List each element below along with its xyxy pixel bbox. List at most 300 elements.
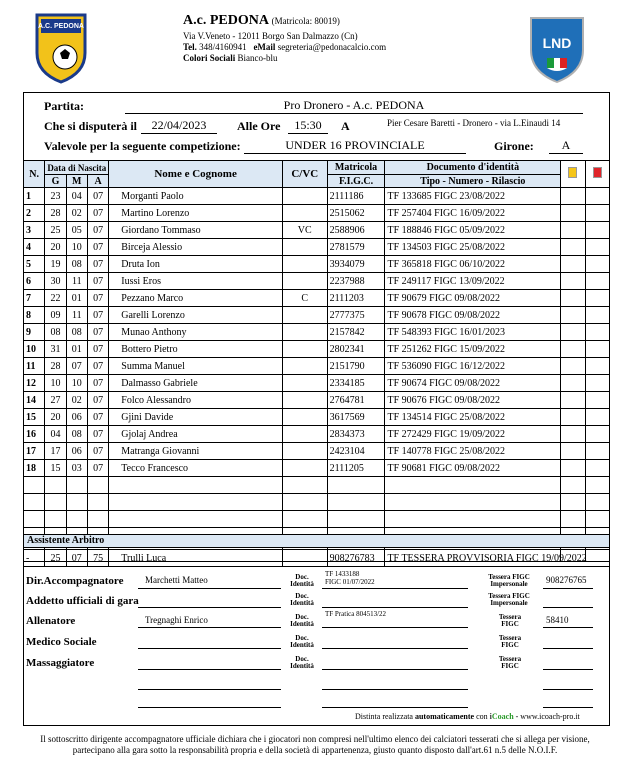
blank-line-2c (543, 706, 593, 708)
assistant-g: 25 (45, 550, 66, 567)
player-number: 18 (24, 460, 45, 477)
addetto-tess-label: Tessera FIGC Impersonale (488, 592, 530, 607)
allenatore-tess: 58410 (546, 615, 569, 625)
partita-value: Pro Dronero - A.c. PEDONA (125, 98, 583, 114)
birth-month: 06 (66, 443, 87, 460)
birth-year: 07 (87, 426, 108, 443)
player-cvc: VC (282, 222, 327, 239)
player-row (24, 341, 610, 358)
birth-day: 28 (45, 358, 66, 375)
player-name: Gjolaj Andrea (109, 426, 283, 443)
player-cvc (282, 307, 327, 324)
date-value: 22/04/2023 (141, 118, 217, 134)
birth-day: 25 (45, 222, 66, 239)
player-name: Pezzano Marco (109, 290, 283, 307)
player-document (385, 477, 561, 494)
birth-year: 07 (87, 358, 108, 375)
player-number (24, 477, 45, 494)
birth-month: 10 (66, 375, 87, 392)
player-matricola (327, 511, 385, 528)
player-row (24, 375, 610, 392)
birth-month: 11 (66, 273, 87, 290)
player-number: 3 (24, 222, 45, 239)
assistant-a: 75 (87, 550, 108, 567)
player-number: 9 (24, 324, 45, 341)
yellow-card-cell (561, 426, 585, 443)
player-name (109, 494, 283, 511)
birth-month: 01 (66, 290, 87, 307)
player-row (24, 426, 610, 443)
player-row (24, 188, 610, 205)
player-number: 8 (24, 307, 45, 324)
birth-year: 07 (87, 256, 108, 273)
birth-day: 20 (45, 409, 66, 426)
red-card-cell (585, 460, 609, 477)
red-card-cell (585, 307, 609, 324)
birth-day: 17 (45, 443, 66, 460)
dir-tess: 908276765 (546, 575, 587, 585)
col-birth: Data di Nascita (45, 161, 109, 175)
red-card-cell (585, 511, 609, 528)
player-matricola: 2237988 (327, 273, 385, 290)
assistant-table (23, 549, 610, 567)
yellow-card-cell (561, 392, 585, 409)
yellow-card-cell (561, 222, 585, 239)
birth-month: 02 (66, 205, 87, 222)
player-row (24, 273, 610, 290)
red-card-cell (585, 205, 609, 222)
birth-year: 07 (87, 273, 108, 290)
birth-month: 08 (66, 426, 87, 443)
medico-tess-line (543, 647, 593, 649)
birth-month: 01 (66, 341, 87, 358)
birth-month (66, 477, 87, 494)
player-matricola: 2588906 (327, 222, 385, 239)
yellow-card-cell (561, 239, 585, 256)
birth-year: 07 (87, 460, 108, 477)
player-document: TF 90676 FIGC 09/08/2022 (385, 392, 561, 409)
col-yellow-card (561, 161, 585, 188)
col-red-card (585, 161, 609, 188)
red-card-cell (585, 426, 609, 443)
player-row (24, 511, 610, 528)
col-name: Nome e Cognome (109, 161, 283, 188)
yellow-card-cell (561, 324, 585, 341)
birth-day: 27 (45, 392, 66, 409)
col-doc: Documento d'identità (385, 161, 561, 175)
player-row (24, 256, 610, 273)
yellow-card-cell (561, 256, 585, 273)
player-cvc (282, 256, 327, 273)
player-matricola: 2515062 (327, 205, 385, 222)
assistant-heading: Assistente Arbitro (23, 534, 610, 548)
allenatore-name-line (138, 626, 281, 628)
blank-line-1c (543, 688, 593, 690)
player-matricola: 2111203 (327, 290, 385, 307)
player-matricola: 2151790 (327, 358, 385, 375)
competition-value: UNDER 16 PROVINCIALE (244, 138, 466, 154)
addetto-label: Addetto ufficiali di gara (26, 595, 139, 607)
player-row (24, 460, 610, 477)
player-number: 17 (24, 443, 45, 460)
lnd-logo (527, 14, 587, 84)
allenatore-tess-line (543, 626, 593, 628)
birth-month: 04 (66, 188, 87, 205)
player-name: Druta Ion (109, 256, 283, 273)
allenatore-tess-label: Tessera FIGC (498, 613, 522, 628)
dir-tess-label: Tessera FIGC Impersonale (488, 573, 530, 588)
birth-month: 08 (66, 324, 87, 341)
birth-month (66, 494, 87, 511)
club-contacts: Tel. 348/4160941 eMail segreteria@pedonacalcio.com (183, 42, 387, 52)
player-document: TF 251262 FIGC 15/09/2022 (385, 341, 561, 358)
player-name (109, 477, 283, 494)
dir-name-line (138, 587, 281, 589)
player-row (24, 222, 610, 239)
svg-text:A.C. PEDONA: A.C. PEDONA (38, 23, 84, 30)
birth-day: 31 (45, 341, 66, 358)
player-document (385, 494, 561, 511)
yellow-card-cell (561, 460, 585, 477)
player-cvc (282, 358, 327, 375)
player-number: 7 (24, 290, 45, 307)
allenatore-label: Allenatore (26, 615, 76, 627)
red-card-cell (585, 409, 609, 426)
red-card-cell (585, 494, 609, 511)
col-cvc: C/VC (282, 161, 327, 188)
dir-doc-top: TF 1433188 (325, 570, 360, 578)
birth-year (87, 477, 108, 494)
birth-year: 07 (87, 392, 108, 409)
credit-line: Distinta realizzata automaticamente con iCoach - www.icoach-pro.it (355, 712, 580, 721)
player-row (24, 324, 610, 341)
player-cvc: C (282, 290, 327, 307)
birth-day: 09 (45, 307, 66, 324)
club-colors: Colori Sociali Bianco-blu (183, 53, 278, 63)
col-matricola: Matricola (327, 161, 385, 175)
player-document: TF 134514 FIGC 25/08/2022 (385, 409, 561, 426)
yellow-card-cell (561, 188, 585, 205)
dir-doc-bottom: FIGC 01/07/2022 (325, 578, 375, 586)
player-matricola (327, 477, 385, 494)
assistant-m: 07 (66, 550, 87, 567)
player-name: Martino Lorenzo (109, 205, 283, 222)
yellow-card-cell (561, 375, 585, 392)
blank-line-1a (138, 688, 281, 690)
birth-year: 07 (87, 205, 108, 222)
player-number: 1 (24, 188, 45, 205)
player-document: TF 272429 FIGC 19/09/2022 (385, 426, 561, 443)
player-name: Folco Alessandro (109, 392, 283, 409)
player-matricola: 2334185 (327, 375, 385, 392)
birth-year: 07 (87, 239, 108, 256)
col-doc-sub: Tipo - Numero - Rilascio (385, 175, 561, 188)
massaggiatore-doc-label: Doc. Identità (290, 655, 314, 670)
player-document: TF 90681 FIGC 09/08/2022 (385, 460, 561, 477)
red-card-cell (585, 239, 609, 256)
player-name: Matranga Giovanni (109, 443, 283, 460)
birth-day: 20 (45, 239, 66, 256)
birth-year: 07 (87, 324, 108, 341)
dir-name: Marchetti Matteo (145, 575, 208, 585)
player-row (24, 307, 610, 324)
allenatore-doc: TF Pratica 804513/22 (325, 610, 387, 618)
player-matricola: 2802341 (327, 341, 385, 358)
player-document: TF 90678 FIGC 09/08/2022 (385, 307, 561, 324)
player-name: Bottero Pietro (109, 341, 283, 358)
girone-value: A (549, 138, 583, 154)
birth-day: 23 (45, 188, 66, 205)
red-card-cell (585, 443, 609, 460)
birth-day (45, 511, 66, 528)
player-number (24, 511, 45, 528)
competition-label: Valevole per la seguente competizione: (44, 139, 241, 153)
yellow-card-cell (561, 273, 585, 290)
player-row (24, 477, 610, 494)
dir-label: Dir.Accompagnatore (26, 575, 124, 587)
player-document: TF 133685 FIGC 23/08/2022 (385, 188, 561, 205)
player-cvc (282, 477, 327, 494)
club-name: A.c. PEDONA (Matricola: 80019) (183, 13, 340, 28)
player-document: TF 257404 FIGC 16/09/2022 (385, 205, 561, 222)
player-cvc (282, 460, 327, 477)
player-name: Giordano Tommaso (109, 222, 283, 239)
date-label: Che si disputerà il (44, 119, 138, 133)
player-number: 11 (24, 358, 45, 375)
player-row (24, 205, 610, 222)
player-number: 6 (24, 273, 45, 290)
player-matricola (327, 494, 385, 511)
birth-month: 05 (66, 222, 87, 239)
massaggiatore-name-line (138, 668, 281, 670)
birth-day: 15 (45, 460, 66, 477)
venue-label: A (341, 119, 350, 133)
player-matricola: 2834373 (327, 426, 385, 443)
player-name (109, 511, 283, 528)
birth-day: 19 (45, 256, 66, 273)
player-cvc (282, 205, 327, 222)
birth-year: 07 (87, 222, 108, 239)
player-name: Morganti Paolo (109, 188, 283, 205)
footer-disclaimer: Il sottoscritto dirigente accompagnatore ufficiale dichiara che i giocatori non compresi nell'ultimo elenco dei calciatori tesserati che si allega per visione, partecipano alla gara sotto la responsabilità propria e della società di appartenenza, giusto quanto disposto dall'art.61 n.5 delle N.O.I.F. (40, 734, 590, 755)
player-document (385, 511, 561, 528)
player-document: TF 134503 FIGC 25/08/2022 (385, 239, 561, 256)
player-row (24, 392, 610, 409)
assistant-mat: 908276783 (327, 550, 385, 567)
player-cvc (282, 443, 327, 460)
player-name: Tecco Francesco (109, 460, 283, 477)
player-matricola: 2764781 (327, 392, 385, 409)
player-name: Birceja Alessio (109, 239, 283, 256)
yellow-card-cell (561, 494, 585, 511)
assistant-n: - (24, 550, 45, 567)
player-name: Garelli Lorenzo (109, 307, 283, 324)
player-matricola: 2777375 (327, 307, 385, 324)
player-name: Summa Manuel (109, 358, 283, 375)
player-number: 4 (24, 239, 45, 256)
birth-day: 04 (45, 426, 66, 443)
player-cvc (282, 375, 327, 392)
player-cvc (282, 188, 327, 205)
player-row (24, 358, 610, 375)
player-document: TF 365818 FIGC 06/10/2022 (385, 256, 561, 273)
player-matricola: 2157842 (327, 324, 385, 341)
player-row (24, 239, 610, 256)
player-number: 14 (24, 392, 45, 409)
yellow-card-cell (561, 409, 585, 426)
red-card-cell (585, 290, 609, 307)
dir-tess-line (543, 587, 593, 589)
player-document: TF 90674 FIGC 09/08/2022 (385, 375, 561, 392)
yellow-card-cell (561, 443, 585, 460)
time-label: Alle Ore (237, 119, 281, 133)
yellow-card-cell (561, 205, 585, 222)
birth-year: 07 (87, 341, 108, 358)
birth-year: 07 (87, 290, 108, 307)
player-number: 16 (24, 426, 45, 443)
player-document: TF 249117 FIGC 13/09/2022 (385, 273, 561, 290)
birth-year: 07 (87, 409, 108, 426)
partita-label: Partita: (44, 99, 84, 113)
yellow-card-cell (561, 341, 585, 358)
venue-value: Pier Cesare Baretti - Dronero - via L.Einaudi 14 (387, 118, 561, 128)
player-number: 10 (24, 341, 45, 358)
yellow-card-cell (561, 477, 585, 494)
girone-label: Girone: (494, 139, 534, 153)
assistant-row (24, 550, 610, 567)
birth-year: 07 (87, 188, 108, 205)
blank-line-2a (138, 706, 281, 708)
yellow-card-cell (561, 290, 585, 307)
player-name: Munao Anthony (109, 324, 283, 341)
player-name: Gjini Davide (109, 409, 283, 426)
player-document: TF 90679 FIGC 09/08/2022 (385, 290, 561, 307)
red-card-cell (585, 358, 609, 375)
player-row (24, 494, 610, 511)
birth-year: 07 (87, 307, 108, 324)
club-address: Via V.Veneto - 12011 Borgo San Dalmazzo (Cn) (183, 31, 358, 41)
assistant-name: Trulli Luca (109, 550, 283, 567)
addetto-tess-line (543, 606, 593, 608)
birth-day: 22 (45, 290, 66, 307)
allenatore-doc-label: Doc. Identità (290, 613, 314, 628)
red-card-cell (585, 256, 609, 273)
medico-label: Medico Sociale (26, 636, 97, 648)
addetto-doc-line (322, 606, 468, 608)
birth-month: 03 (66, 460, 87, 477)
blank-line-1b (322, 688, 468, 690)
player-cvc (282, 324, 327, 341)
svg-text:LND: LND (542, 35, 572, 51)
player-matricola: 2111205 (327, 460, 385, 477)
player-matricola: 2423104 (327, 443, 385, 460)
yellow-card-cell (561, 511, 585, 528)
player-matricola: 2111186 (327, 188, 385, 205)
birth-day (45, 494, 66, 511)
birth-day: 10 (45, 375, 66, 392)
player-cvc (282, 511, 327, 528)
player-document: TF 536090 FIGC 16/12/2022 (385, 358, 561, 375)
birth-year (87, 511, 108, 528)
birth-month: 11 (66, 307, 87, 324)
addetto-doc-label: Doc. Identità (290, 592, 314, 607)
medico-doc-line (322, 647, 468, 649)
massaggiatore-tess-line (543, 668, 593, 670)
massaggiatore-label: Massaggiatore (26, 657, 95, 669)
player-number: 2 (24, 205, 45, 222)
allenatore-name: Tregnaghi Enrico (145, 615, 208, 625)
col-a: A (87, 175, 108, 188)
player-cvc (282, 426, 327, 443)
player-number: 5 (24, 256, 45, 273)
birth-year: 07 (87, 375, 108, 392)
massaggiatore-doc-line (322, 668, 468, 670)
player-number (24, 494, 45, 511)
medico-doc-label: Doc. Identità (290, 634, 314, 649)
allenatore-doc-line (322, 626, 468, 628)
yellow-card-cell (561, 358, 585, 375)
birth-year (87, 494, 108, 511)
player-number: 15 (24, 409, 45, 426)
yellow-card-icon (568, 167, 577, 178)
red-card-cell (585, 375, 609, 392)
birth-month: 10 (66, 239, 87, 256)
birth-month: 06 (66, 409, 87, 426)
red-card-cell (585, 477, 609, 494)
assistant-cvc (282, 550, 327, 567)
player-row (24, 290, 610, 307)
col-g: G (45, 175, 66, 188)
birth-day: 30 (45, 273, 66, 290)
player-number: 12 (24, 375, 45, 392)
player-document: TF 188846 FIGC 05/09/2022 (385, 222, 561, 239)
red-card-cell (585, 324, 609, 341)
yellow-card-cell (561, 307, 585, 324)
medico-name-line (138, 647, 281, 649)
time-value: 15:30 (288, 118, 328, 134)
birth-day: 08 (45, 324, 66, 341)
player-document: TF 548393 FIGC 16/01/2023 (385, 324, 561, 341)
club-logo (33, 11, 89, 84)
addetto-name-line (138, 606, 281, 608)
dir-doc-line (322, 587, 468, 589)
player-row (24, 409, 610, 426)
blank-line-2b (322, 706, 468, 708)
birth-month (66, 511, 87, 528)
birth-month: 02 (66, 392, 87, 409)
player-cvc (282, 341, 327, 358)
player-matricola: 2781579 (327, 239, 385, 256)
red-card-cell (585, 222, 609, 239)
red-card-cell (585, 273, 609, 290)
red-card-cell (585, 188, 609, 205)
player-name: Dalmasso Gabriele (109, 375, 283, 392)
red-card-icon (593, 167, 602, 178)
player-cvc (282, 239, 327, 256)
birth-year: 07 (87, 443, 108, 460)
player-cvc (282, 273, 327, 290)
dir-doc-label: Doc. Identità (290, 573, 314, 588)
player-cvc (282, 494, 327, 511)
birth-day (45, 477, 66, 494)
player-name: Iussi Eros (109, 273, 283, 290)
birth-month: 07 (66, 358, 87, 375)
col-n: N. (24, 161, 45, 188)
red-card-cell (585, 341, 609, 358)
massaggiatore-tess-label: Tessera FIGC (498, 655, 522, 670)
players-table (23, 160, 610, 562)
col-figc: F.I.G.C. (327, 175, 385, 188)
